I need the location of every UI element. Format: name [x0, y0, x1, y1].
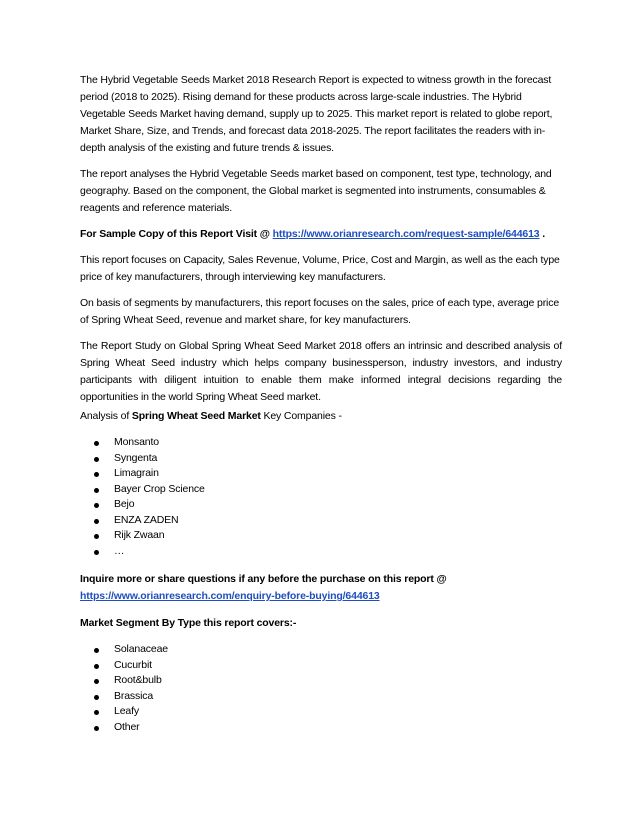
list-item: … — [80, 544, 562, 560]
sample-link[interactable]: https://www.orianresearch.com/request-sample/644613 — [272, 228, 540, 240]
list-item: Leafy — [80, 704, 562, 720]
study-paragraph: The Report Study on Global Spring Wheat Seed Market 2018 offers an intrinsic and described analysis of Spring Wheat Seed industry which helps company businessperson, industry investors, and industry participants with diligent intuition to enable them make informed integral decisions regarding the opportunities in the world Spring Wheat Seed market. — [80, 340, 562, 403]
sample-suffix: . — [539, 228, 546, 240]
list-item: Bejo — [80, 497, 562, 513]
bullet-icon — [94, 679, 99, 684]
document-page — [80, 72, 562, 744]
list-item: Other — [80, 720, 562, 736]
segments-paragraph: On basis of segments by manufacturers, this report focuses on the sales, price of each type, average price of Spring Wheat Seed, revenue and market share, for key manufacturers. — [80, 297, 560, 326]
list-item: Solanaceae — [80, 642, 562, 658]
bullet-icon — [94, 726, 99, 731]
bullet-icon — [94, 534, 99, 539]
list-item: Syngenta — [80, 451, 562, 467]
enquiry-link[interactable]: https://www.orianresearch.com/enquiry-before-buying/644613 — [80, 590, 380, 602]
bullet-icon — [94, 441, 99, 446]
enquiry-block — [80, 571, 562, 605]
list-item: Limagrain — [80, 466, 562, 482]
enquiry-label: Inquire more or share questions if any before the purchase on this report @ — [80, 573, 447, 585]
types-heading: Market Segment By Type this report covers:- — [80, 617, 297, 629]
bullet-icon — [94, 488, 99, 493]
sample-label: For Sample Copy of this Report Visit @ — [80, 228, 273, 240]
types-list — [80, 642, 562, 735]
companies-suffix: Key Companies - — [260, 410, 342, 422]
list-item: Monsanto — [80, 435, 562, 451]
companies-prefix: Analysis of — [80, 410, 132, 422]
list-item: Bayer Crop Science — [80, 482, 562, 498]
bullet-icon — [94, 550, 99, 555]
bullet-icon — [94, 457, 99, 462]
bullet-icon — [94, 519, 99, 524]
focus-paragraph: This report focuses on Capacity, Sales Revenue, Volume, Price, Cost and Margin, as well as the each type price of key manufacturers, through interviewing key manufacturers. — [80, 254, 560, 283]
intro-paragraph: The Hybrid Vegetable Seeds Market 2018 Research Report is expected to witness growth in the forecast period (2018 to 2025). Rising demand for these products across large-scale industries. The Hybrid Vegetable Seeds Market having demand, supply up to 2025. This market report is related to globe report, Market Share, Size, and Trends, and forecast data 2018-2025. The report facilitates the readers with in-depth analysis of the existing and future trends & issues. — [80, 74, 553, 154]
bullet-icon — [94, 695, 99, 700]
bullet-icon — [94, 648, 99, 653]
list-item: Root&bulb — [80, 673, 562, 689]
list-item: Brassica — [80, 689, 562, 705]
companies-heading — [80, 408, 562, 425]
bullet-icon — [94, 710, 99, 715]
analysis-paragraph: The report analyses the Hybrid Vegetable Seeds market based on component, test type, technology, and geography. Based on the component, the Global market is segmented into instruments, consumables & reagents and reference materials. — [80, 168, 552, 214]
bullet-icon — [94, 472, 99, 477]
bullet-icon — [94, 503, 99, 508]
list-item: Rijk Zwaan — [80, 528, 562, 544]
sample-line — [80, 226, 562, 243]
list-item: ENZA ZADEN — [80, 513, 562, 529]
bullet-icon — [94, 664, 99, 669]
companies-list — [80, 435, 562, 559]
list-item: Cucurbit — [80, 658, 562, 674]
companies-bold: Spring Wheat Seed Market — [131, 410, 261, 422]
